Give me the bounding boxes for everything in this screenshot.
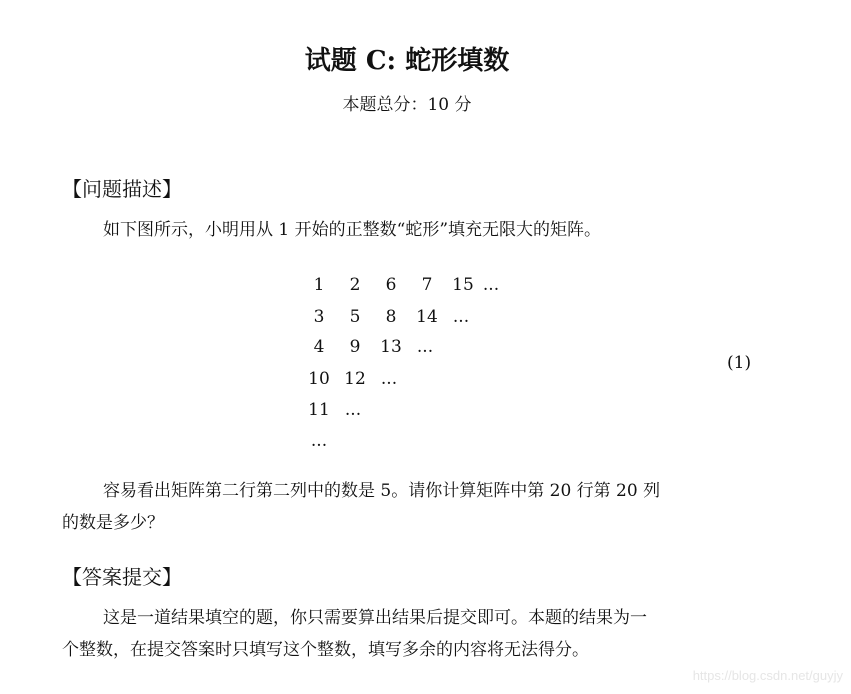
- matrix-cell: ...: [310, 431, 328, 451]
- question-line-1: 容易看出矩阵第二行第二列中的数是 5。请你计算矩阵中第 20 行第 20 列: [103, 481, 661, 501]
- matrix-cell: 3: [313, 307, 325, 327]
- matrix-cell: ...: [380, 369, 398, 389]
- submit-line-1: 这是一道结果填空的题，你只需要算出结果后提交即可。本题的结果为一: [103, 608, 647, 628]
- matrix-cell: 4: [313, 337, 325, 357]
- section-heading-problem: 【问题描述】: [62, 177, 182, 201]
- matrix-cell: 9: [349, 337, 361, 357]
- matrix-cell: 10: [308, 369, 330, 389]
- watermark: https://blog.csdn.net/guyjy: [692, 668, 843, 683]
- matrix-cell: 6: [385, 275, 397, 295]
- problem-paragraph: 如下图所示，小明用从 1 开始的正整数“蛇形”填充无限大的矩阵。: [103, 220, 602, 240]
- matrix-cell: ...: [344, 400, 362, 420]
- equation-number: (1): [727, 353, 752, 373]
- total-score: 本题总分：10 分: [342, 95, 472, 115]
- submit-line-2: 个整数，在提交答案时只填写这个整数，填写多余的内容将无法得分。: [62, 640, 589, 660]
- matrix-cell: 5: [349, 307, 361, 327]
- matrix-cell: 12: [344, 369, 366, 389]
- page-title: 试题 C: 蛇形填数: [304, 46, 510, 76]
- matrix-cell: 13: [380, 337, 402, 357]
- matrix-cell: 7: [421, 275, 433, 295]
- matrix-cell: 1: [313, 275, 325, 295]
- matrix-cell: ...: [452, 307, 470, 327]
- matrix-cell: ...: [416, 337, 434, 357]
- matrix-cell: 8: [385, 307, 397, 327]
- section-heading-submit: 【答案提交】: [62, 565, 182, 589]
- matrix-cell: 2: [349, 275, 361, 295]
- question-line-2: 的数是多少？: [62, 513, 164, 533]
- matrix-cell: 11: [308, 400, 330, 420]
- matrix-cell: ...: [482, 275, 500, 295]
- matrix-cell: 15: [452, 275, 474, 295]
- matrix-cell: 14: [416, 307, 438, 327]
